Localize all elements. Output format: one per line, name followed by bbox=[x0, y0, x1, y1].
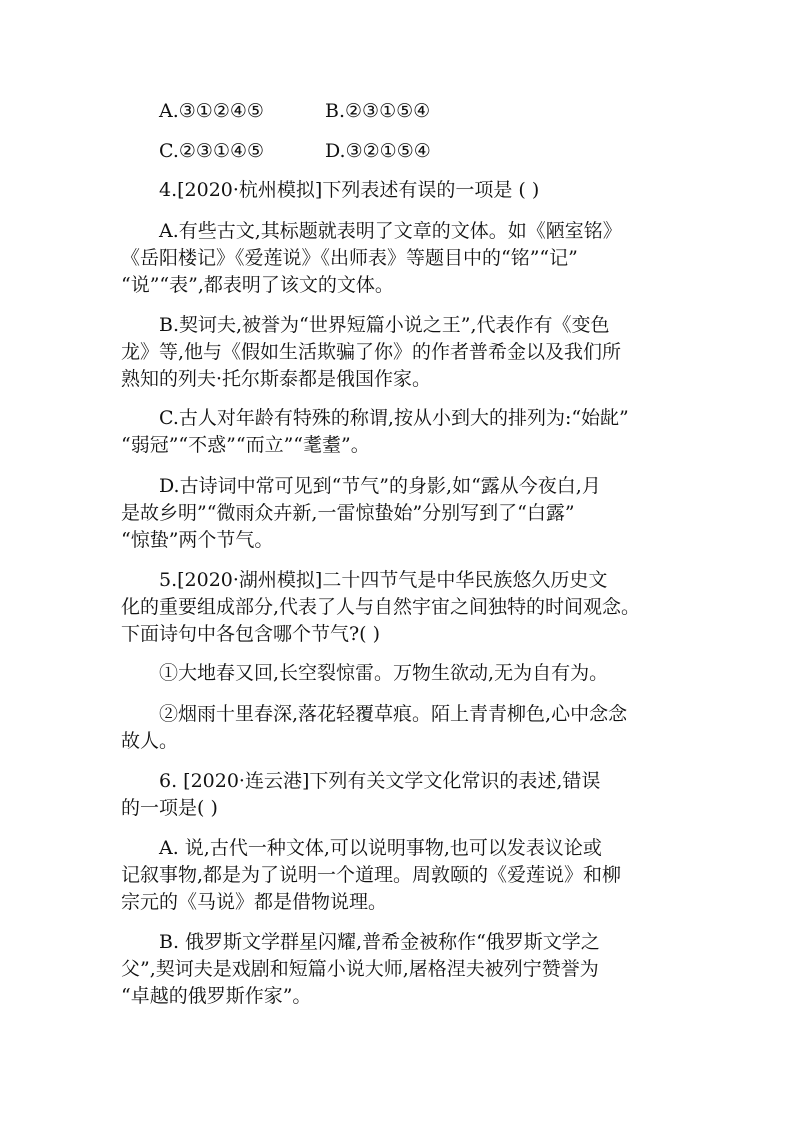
q4-option-d-line: D.古诗词中常可见到“节气”的身影,如“露从今夜白,月 bbox=[159, 475, 601, 497]
question-5-stem: 5.[2020·湖州模拟]二十四节气是中华民族悠久历史文 bbox=[159, 569, 608, 591]
option-b-q3: B.②③①⑤④ bbox=[325, 100, 431, 122]
option-a-q3: A.③①②④⑤ bbox=[159, 100, 264, 122]
q4-option-b-line: 龙》等,他与《假如生活欺骗了你》的作者普希金以及我们所 bbox=[121, 341, 622, 363]
q6-option-b-line: “卓越的俄罗斯作家”。 bbox=[121, 985, 312, 1007]
question-4-stem: 4.[2020·杭州模拟]下列表述有误的一项是 ( ) bbox=[159, 179, 540, 201]
q4-option-b-line: B.契诃夫,被誉为“世界短篇小说之王”,代表作有《变色 bbox=[159, 314, 610, 336]
question-5-stem: 下面诗句中各包含哪个节气?( ) bbox=[121, 623, 381, 645]
q4-option-a-line: 《岳阳楼记》《爱莲说》《出师表》等题目中的“铭”“记” bbox=[121, 247, 578, 269]
q6-option-a-line: 记叙事物,都是为了说明一个道理。周敦颐的《爱莲说》和柳 bbox=[121, 864, 622, 886]
q6-option-a-line: A. 说,古代一种文体,可以说明事物,也可以发表议论或 bbox=[159, 837, 602, 859]
q5-poem-2: ②烟雨十里春深,落花轻覆草痕。陌上青青柳色,心中念念 bbox=[159, 703, 628, 725]
q4-option-d-line: “惊蛰”两个节气。 bbox=[121, 529, 274, 551]
question-5-stem: 化的重要组成部分,代表了人与自然宇宙之间独特的时间观念。 bbox=[121, 596, 641, 618]
q4-option-c-line: C.古人对年龄有特殊的称谓,按从小到大的排列为:“始龀” bbox=[159, 407, 629, 429]
q6-option-a-line: 宗元的《马说》都是借物说理。 bbox=[121, 891, 388, 913]
q4-option-a-line: A.有些古文,其标题就表明了文章的文体。如《陋室铭》 bbox=[159, 220, 622, 242]
option-d-q3: D.③②①⑤④ bbox=[325, 140, 431, 162]
question-6-stem: 的一项是( ) bbox=[121, 797, 218, 819]
q4-option-d-line: 是故乡明”“微雨众卉新,一雷惊蛰始”分别写到了“白露” bbox=[121, 502, 575, 524]
q4-option-a-line: “说”“表”,都表明了该文的文体。 bbox=[121, 274, 394, 296]
q5-poem-1: ①大地春又回,长空裂惊雷。万物生欲动,无为自有为。 bbox=[159, 662, 609, 684]
option-c-q3: C.②③①④⑤ bbox=[159, 140, 265, 162]
question-6-stem: 6. [2020·连云港]下列有关文学文化常识的表述,错误 bbox=[159, 770, 601, 792]
q6-option-b-line: 父”,契诃夫是戏剧和短篇小说大师,屠格涅夫被列宁赞誉为 bbox=[121, 958, 599, 980]
q4-option-b-line: 熟知的列夫·托尔斯泰都是俄国作家。 bbox=[121, 368, 432, 390]
q4-option-c-line: “弱冠”“不惑”“而立”“耄耋”。 bbox=[121, 434, 370, 456]
q6-option-b-line: B. 俄罗斯文学群星闪耀,普希金被称作“俄罗斯文学之 bbox=[159, 931, 600, 953]
q5-poem-2: 故人。 bbox=[121, 730, 179, 752]
